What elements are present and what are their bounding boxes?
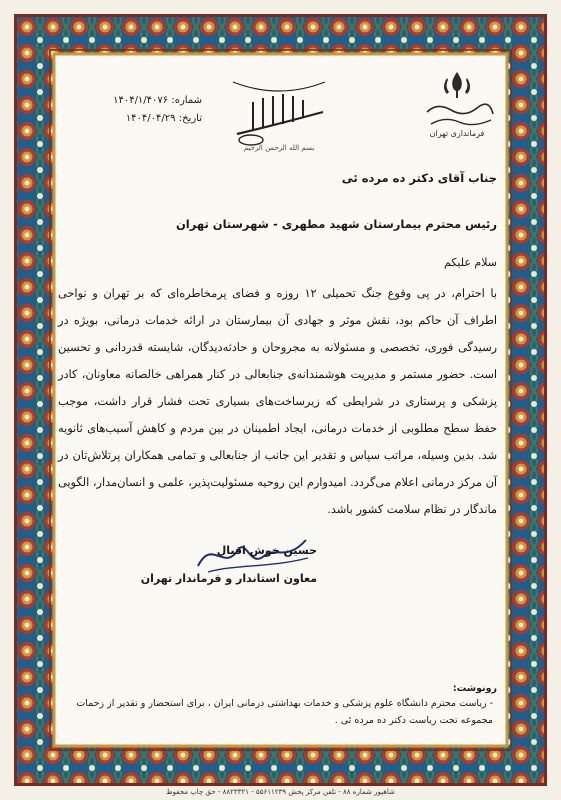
letter-content <box>58 58 503 742</box>
letter-date-label: تاریخ: <box>178 113 202 124</box>
emblem-caption: فرمانداری تهران <box>429 129 485 138</box>
letter-date-value: ۱۴۰۴/۰۴/۲۹ <box>125 113 176 124</box>
cc-text: - ریاست محترم دانشگاه علوم پزشکی و خدمات بهداشتی درمانی ایران ، برای استحضار و تقدیر از زحمات مجموعه تحت ریاست دکتر ده مرده ئی . <box>76 698 493 726</box>
calligraphy-text: بسم الله الرحمن الرحیم <box>243 144 315 152</box>
letter-number-value: ۱۴۰۴/۱/۴۰۷۶ <box>113 95 169 106</box>
letter-body: با احترام، در پی وقوع جنگ تحمیلی ۱۲ روزه و فضای پرمخاطره‌ای که بر تهران و نواحی اطراف آن حاکم بود، نقش موثر و جهادی آن بیمارستان در ارائه خدمات درمانی، بویژه در رسیدگی فوری، تخصصی و مسئولانه به مجروحان و حادثه‌دیدگان، شایسته قدردانی و تحسین است. حضور مستمر و مدیریت هوشمندانه‌ی جنابعالی در کنار همراهی خالصانه معاونان، کادر پزشکی و پرستاری در شرایطی که زیرساخت‌های بسیاری تحت فشار قرار داشت، موجب حفظ سطح مطلوبی از خدمات درمانی، ایجاد اطمینان در بین مردم و کاهش آسیب‌های ثانویه شد. بدین وسیله، مراتب سپاس و تقدیر این جانب از جنابعالی و تمامی همکاران پرتلاش‌تان در آن مرکز درمانی اعلام می‌گردد. امیدوارم این روحیه مسئولیت‌پذیر، علمی و انسان‌مدار، الگویی ماندگار در نظام سلامت کشور باشد. <box>58 287 498 516</box>
signatory-title: معاون استاندار و فرماندار تهران <box>140 572 317 585</box>
salutation: سلام علیکم <box>443 256 497 269</box>
addressee-title: رئیس محترم بیمارستان شهید مطهری - شهرستان تهران <box>175 217 497 231</box>
print-footer: شاهپور شماره ۸۸ - تلفن مرکز پخش ۵۵۶۱۱۲۳۹ - ۸۸۲۳۳۲۱ - حق چاپ محفوظ <box>166 788 395 796</box>
governorate-emblem <box>417 68 497 140</box>
letter-meta <box>62 92 202 128</box>
bismillah-calligraphy <box>223 72 335 152</box>
letter-number-label: شماره: <box>171 95 202 106</box>
letter-number-row <box>62 92 202 110</box>
letter-date-row <box>62 110 202 128</box>
addressee-name: جناب آقای دکتر ده مرده ئی <box>341 171 497 185</box>
cc-label: رونوشت: <box>452 683 497 694</box>
signatory-name: حسین خوش اقبال <box>216 544 317 557</box>
